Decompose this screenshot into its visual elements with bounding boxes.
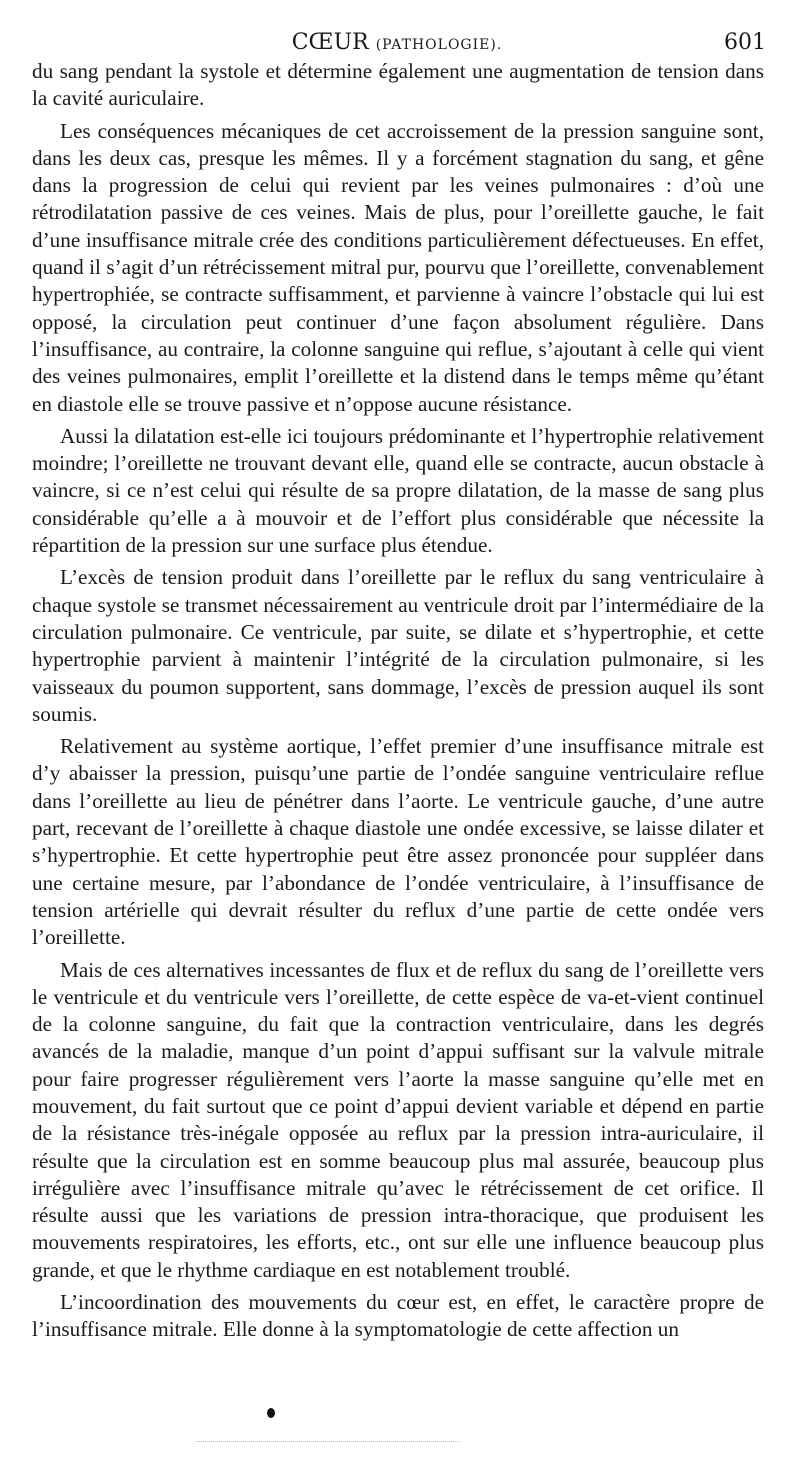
paragraph: L’excès de tension produit dans l’oreillette par le reflux du sang ventriculaire à chaque systole se transmet nécessairement au ventricule droit par l’intermédiaire de la circulation pulmonaire. Ce ventricule, par suite, se dilate et s’hypertrophie, et cette hypertrophie parvient à maintenir l’intégrité de la circulation pulmonaire, si les vaisseaux du poumon supportent, sans dommage, l’excès de pression auquel ils sont soumis. bbox=[32, 565, 764, 726]
running-title bbox=[28, 30, 766, 55]
faint-rule bbox=[195, 1441, 460, 1442]
paragraph: Relativement au système aortique, l’effet premier d’une insuffisance mitrale est d’y abaisser la pression, puisqu’une partie de l’ondée sanguine ventriculaire reflue dans l’oreillette au lieu de pénétrer dans l’aorte. Le ventricule gauche, d’une autre part, recevant de l’oreillette à chaque diastole une ondée excessive, se laisse dilater et s’hypertrophie. Et cette hypertrophie peut être assez prononcée pour suppléer dans une certaine mesure, par l’abondance de l’ondée ventriculaire, à l’insuffisance de tension artérielle qui devrait résulter du reflux d’une partie de cette ondée vers l’oreillette. bbox=[32, 734, 764, 950]
paragraph: Mais de ces alternatives incessantes de flux et de reflux du sang de l’oreillette vers le ventricule et du ventricule vers l’oreillette, de cette espèce de va-et-vient continuel de la colonne sanguine, du fait que la contraction ventriculaire, dans les degrés avancés de la maladie, manque d’un point d’appui suffisant sur la valvule mitrale pour faire progresser régulièrement vers l’aorte la masse sanguine qu’elle met en mouvement, du fait surtout que ce point d’appui devient variable et dépend en partie de la résistance très-inégale opposée au reflux par la pression intra-auriculaire, il résulte que la circulation est en somme beaucoup plus mal assurée, beaucoup plus irrégulière avec l’insuffisance mitrale qu’avec le rétrécissement de cet orifice. Il résulte aussi que les variations de pression intra-thoracique, que produisent les mouvements respiratoires, les efforts, etc., ont sur elle une influence beaucoup plus grande, et que le rhythme cardiaque en est notablement troublé. bbox=[32, 957, 764, 1282]
title-sub: (PATHOLOGIE). bbox=[375, 37, 503, 53]
paragraph: du sang pendant la systole et détermine également une augmentation de tension dans la cavité auriculaire. bbox=[32, 59, 764, 111]
paragraph: L’incoordination des mouvements du cœur est, en effet, le caractère propre de l’insuffisance mitrale. Elle donne à la symptomatologie de cette affection un bbox=[32, 1290, 764, 1342]
paragraph: Les conséquences mécaniques de cet accroissement de la pression sanguine sont, dans les deux cas, presque les mêmes. Il y a forcément stagnation du sang, et gêne dans la progression de celui qui revient par les veines pulmonaires : d’où une rétrodilatation passive de ces veines. Mais de plus, pour l’oreillette gauche, le fait d’une insuffisance mitrale crée des conditions particulièrement défectueuses. En effet, quand il s’agit d’un rétrécissement mitral pur, pourvu que l’oreillette, convenablement hypertrophiée, se contracte suffisamment, et parvienne à vaincre l’obstacle qui lui est opposé, la circulation peut continuer d’une façon absolument régulière. Dans l’insuffisance, au contraire, la colonne sanguine qui reflue, s’ajoutant à celle qui vient des veines pulmonaires, emplit l’oreillette et la distend dans le temps même qu’étant en diastole elle se trouve passive et n’oppose aucune résistance. bbox=[32, 118, 764, 416]
page-body bbox=[32, 58, 764, 1349]
page-number: 601 bbox=[724, 30, 766, 55]
title-main: CŒUR bbox=[291, 30, 369, 55]
paragraph: Aussi la dilatation est-elle ici toujours prédominante et l’hypertrophie relativement moindre; l’oreillette ne trouvant devant elle, quand elle se contracte, aucun obstacle à vaincre, si ce n’est celui qui résulte de sa propre dilatation, de la masse de sang plus considérable qu’elle a à mouvoir et de l’effort plus considérable que nécessite la répartition de la pression sur une surface plus étendue. bbox=[32, 423, 764, 558]
ink-dot bbox=[267, 1408, 275, 1418]
running-header bbox=[28, 30, 766, 58]
